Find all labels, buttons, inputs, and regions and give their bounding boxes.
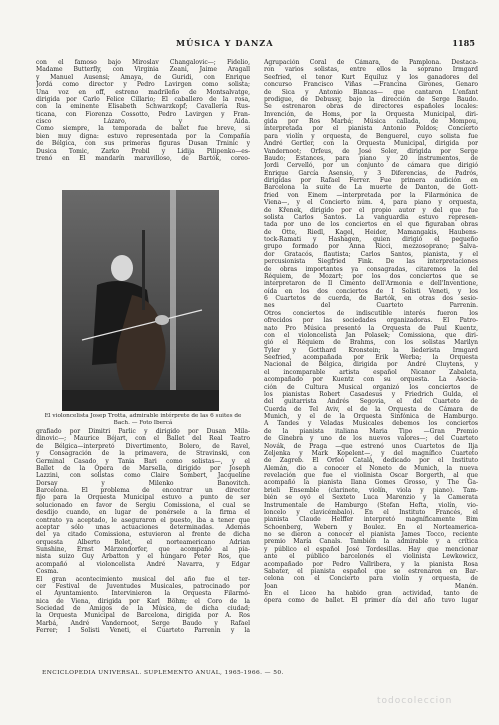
text-line: ticana, con Fiorenza Cossotto, Pedro Lavirgen y Fran-: [36, 110, 250, 118]
text-line: Ballet de la Ópera de Marsella, dirigido por Joseph: [36, 464, 250, 472]
text-line: ción de Cultura Musical organizó los conciertos de: [264, 383, 478, 391]
text-line: ante el público barcelonés el violinista Lewkowicz,: [264, 553, 478, 561]
text-line: Otros conciertos de indiscutible interés fueron los: [264, 309, 478, 317]
text-line: el incomparable artista español Nicanor Zabaleta,: [264, 368, 478, 376]
text-line: ofrecidos por las sociedades organizadoras. El Patro-: [264, 317, 478, 325]
text-line: de Ginebra y uno de los nuevos valores—; del Cuarteto: [264, 435, 478, 443]
text-line: de la pianista italiana Maria Tipo —Gran Premio: [264, 427, 478, 435]
text-line: Sunshine, Ernst Märzendorfer, que acompañó al pia-: [36, 546, 250, 553]
text-line: solista Carlos Santos. La vanguardia estuvo represen-: [264, 213, 478, 221]
text-line: de Zagreb. El Orfeó Català, dedicado por el Instituto: [264, 457, 478, 465]
text-line: dirigida por Carlo Felice Cillario; El caballero de la rosa,: [36, 95, 250, 103]
text-line: Tyler y Gotthard Kronstein; la liederista Irmgard: [264, 346, 478, 354]
text-line: ron varios solistas, entre ellos la soprano Irmgard: [264, 66, 478, 74]
text-line: 6 Cuartetos de cuerda, de Bartók, en otras dos sesio-: [264, 295, 478, 302]
text-line: dirigidas por Rafael Ferrer. Fue primera audición en: [264, 177, 478, 184]
text-line: Schoenberg, Webern y Boulez. En el Norteamerica-: [264, 523, 478, 531]
text-line: el Ayuntamiento. Intervinieron la Orquesta Filarmó-: [36, 590, 250, 598]
text-line: fijo para la Orquesta Municipal estuvo a punto de ser: [36, 494, 250, 502]
text-line: de Křenek, dirigido por el propio autor y del que fue: [264, 206, 478, 214]
text-line: Baudo; Estances, para piano y 20 instrumentos, de: [264, 154, 478, 162]
text-line: y Manuel Ausensi; Amaya, de Guridi, con Enrique: [36, 73, 250, 81]
right-column: [264, 59, 478, 669]
photo-caption: El violoncelista Josep Trotta, admirable intérprete de las 6 suites de Bach. — Foto Ibercá: [44, 413, 242, 426]
text-line: Barcelona la suite de La muerte de Danton, de Gott-: [264, 184, 478, 192]
text-line: con el violoncelista Jan Polasek; Comissiona, que diri-: [264, 331, 478, 339]
text-line: Dorsay y Milenko Banovitch.: [36, 479, 250, 487]
text-line: Agrupación Coral de Cámara, de Pamplona. Destaca-: [264, 59, 478, 66]
text-line: Enrique García Asensio, y 3 Diferencias, de Padrós,: [264, 169, 478, 177]
text-line: ópera como de ballet. El primer día del año tuvo lugar: [264, 597, 478, 605]
text-line: acompañado por Kuentz con su orquesta. La Asocia-: [264, 376, 478, 384]
text-line: Lazzini, con solistas como Claire Sombert, Jacqueline: [36, 472, 250, 480]
text-line: Se estrenaron obras de directores españoles locales:: [264, 103, 478, 111]
text-line: con la eminente Elisabeth Schwarzkopf; Cavallería Rus-: [36, 103, 250, 111]
text-line: Sociedad de Amigos de la Música, de dicha ciudad;: [36, 605, 250, 612]
text-line: nica de Viena, dirigida por Karl Böhm; el Coro de la: [36, 597, 250, 605]
text-line: de Otte, Riedl, Kagel, Heider, Mamangakis, Haubens-: [264, 228, 478, 236]
text-line: nista suizo Guy Arbatton y el húngaro Peter Ros, que: [36, 553, 250, 561]
text-line: Seefried, el tenor Kurt Equiluz y los ganadores del: [264, 73, 478, 81]
text-line: Dusica Tomic, Zarko Prebil y Lidija Pilipenko—es-: [36, 147, 250, 155]
text-line: trenó en El mandarín maravilloso, de Bartók, coreo-: [36, 154, 250, 162]
text-line: cisco Lázaro, y Aida.: [36, 118, 250, 125]
text-line: Sabater, el pianista español que se estrenaron en Bar-: [264, 567, 478, 575]
cellist-photo: [62, 190, 219, 411]
text-line: acompañado por Pedro Vallribera, y la pianista Rosa: [264, 560, 478, 568]
text-line: Como siempre, la temporada de ballet fue breve, si: [36, 125, 250, 133]
text-line: tock-Ramati y Hashagen, quien dirigió el pequeño: [264, 236, 478, 243]
text-line: Alemán, dio a conocer el Noneto de Munich, la nueva: [264, 464, 478, 472]
text-line: Jordá como director y Pedro Lavirgen como solista;: [36, 81, 250, 89]
text-line: acompañó al violoncelista André Navarra, y Edgar: [36, 560, 250, 568]
page-header: [0, 38, 499, 52]
text-line: tada por uno de los conciertos en el que figuraban obras: [264, 221, 478, 229]
left-column-bottom: [36, 428, 250, 666]
text-line: oída en los dos conciertos de I Solisti Veneti, y los: [264, 287, 478, 295]
text-line: desdijo cuando, en lugar de ponérsele a la firma el: [36, 509, 250, 517]
text-line: celona con el Concierto para violín y orquesta, de: [264, 575, 478, 583]
watermark-logo: todocoleccion: [377, 696, 453, 706]
text-line: Barcelona. El problema de encontrar un director: [36, 487, 250, 494]
text-line: y Consagración de la primavera, de Stravinski, con: [36, 450, 250, 458]
text-line: El gran acontecimiento musical del año fue el ter-: [36, 575, 250, 583]
text-line: prodigue, de Debussy, bajo la dirección de Serge Baudo.: [264, 95, 478, 103]
text-line: nes del Cuarteto Parrenin.: [264, 302, 478, 310]
text-line: Joan Manén.: [264, 582, 478, 590]
page-number: 1185: [452, 38, 475, 48]
text-line: Una voz en off, estreno madrileño de Montsalvatge,: [36, 88, 250, 96]
text-line: Germinal Casado y Tania Bari como solistas—, y el: [36, 457, 250, 465]
text-line: dor Gratacós, flautista; Carlos Santos, pianista, y el: [264, 250, 478, 258]
text-line: Instrumentale de Hamburgo (Stefan Hefta, violín, vio-: [264, 501, 478, 509]
page-footer: ENCICLOPEDIA UNIVERSAL. SUPLEMENTO ANUAL, 1965-1966. — 50.: [42, 670, 284, 676]
text-line: Jordi Cervelló, por un conjunto de cámara que dirigió: [264, 162, 478, 170]
text-line: de Bélgica—interpretó Divertimento, Bolero, de Ravel,: [36, 442, 250, 450]
text-line: pianista Claude Helffer interpretó magníficamente Bim: [264, 516, 478, 524]
text-line: y público el español José Tordesillas. Hay que mencionar: [264, 545, 478, 553]
left-column-top: [36, 59, 250, 185]
text-line: Viena—, y el Concierto núm. 4, para piano y orquesta,: [264, 199, 478, 207]
section-title: MÚSICA Y DANZA: [176, 38, 274, 48]
text-line: Seefried, acompañada por Erik Werba; la Orquesta: [264, 354, 478, 361]
text-line: con el famoso bajo Miroslav Changalovic—; Fidelio,: [36, 59, 250, 66]
text-line: de Sica y Antonio Blancas— que cantaron L'enfant: [264, 88, 478, 96]
text-line: de Bélgica, con sus primeras figuras Dusan Trninic y: [36, 140, 250, 148]
text-line: interpretaron de Il Cimento dell'Armonia e dell'Inventione,: [264, 280, 478, 288]
text-line: Invención, de Homs, por la Orquesta Municipal, diri-: [264, 110, 478, 118]
text-line: grafiado por Dimitri Parlic y dirigido por Dusan Mila-: [36, 428, 250, 435]
text-line: para violín y orquesta, de Benguerel, cuyo solista fue: [264, 132, 478, 140]
text-line: los pianistas Robert Casadesus y Friedrich Gulda, el: [264, 390, 478, 398]
text-line: Nacional de Bélgica, dirigida por André Cluytens, y: [264, 361, 478, 369]
text-line: loncelo y clavicémbalo). En el Instituto Francés, el: [264, 508, 478, 516]
text-line: Réquiem, de Mozart; por los dos conciertos que se: [264, 272, 478, 280]
text-line: interpretada por el pianista Antonio Poldos; Concierto: [264, 125, 478, 133]
text-line: bién se oyó el Sexteto Luca Marenzio y la Camerata: [264, 494, 478, 502]
text-line: orquesta Alberto Bolet, el norteamericano Adrian: [36, 538, 250, 546]
text-line: bien muy digna: estuvo representada por la Compañía: [36, 132, 250, 140]
text-line: del guitarrista Andrés Segovia, el del Cuarteto de: [264, 398, 478, 406]
text-line: concurso Francisco Viñas —Francina Girones, Genaro: [264, 81, 478, 89]
text-line: brieli Ensemble (clarinete, violín, viola y piano). Tam-: [264, 486, 478, 494]
text-line: gida por Ros Marbá; Música callada, de Mompou,: [264, 118, 478, 125]
text-line: Munich, y el de la Orquesta Sinfónica de Hamburgo.: [264, 413, 478, 420]
text-line: no se dieron a conocer el pianista James Tocco, reciente: [264, 531, 478, 538]
text-line: solucionado en favor de Sergiu Comissiona, el cual se: [36, 501, 250, 509]
text-line: de obras importantes ya consagradas, citaremos la del: [264, 265, 478, 273]
text-line: Cosma.: [36, 568, 59, 576]
text-line: percusionista Siegfried Fink. De las interpretaciones: [264, 258, 478, 266]
text-line: Madame Butterfly, con Virginia Zeani, Jaime Aragall: [36, 66, 250, 74]
text-line: acompañó la pianista Ilana Gomes Grosso, y The Ga-: [264, 479, 478, 487]
text-line: premio María Canals. También la admirable y a crítica: [264, 538, 478, 546]
text-line: Vandernoot; Orfeus, de José Soler, dirigida por Serge: [264, 147, 478, 155]
text-line: del ya citado Comissiona, estuvieron al frente de dicha: [36, 531, 250, 539]
text-line: revelación que fue el violinista Oscar Borgerth, al que: [264, 472, 478, 479]
text-line: A Tandes y Veladas Musicales debemos los conciertos: [264, 420, 478, 428]
text-line: contrato ya aceptado, le aseguraron el puesto, iba a tener que: [36, 516, 250, 524]
cellist-photo-illustration: [62, 190, 219, 411]
text-line: gió el Réquiem de Brahms, con los solistas Marilyn: [264, 339, 478, 347]
text-line: André Gertler, con la Orquesta Municipal, dirigida por: [264, 140, 478, 148]
text-line: Novák, de Praga —que estrenó unos Cuartetos de Ilja: [264, 442, 478, 450]
text-line: En el Liceo ha habido gran actividad, tanto de: [264, 590, 478, 597]
text-line: cer Festival de Juventudes Musicales, patrocinado por: [36, 582, 250, 590]
text-line: la Orquesta Municipal de Barcelona, dirigida por A. Ros: [36, 612, 250, 620]
text-line: dinovic—; Maurice Béjart, con el Ballet del Real Teatro: [36, 435, 250, 443]
text-line: grupo formado por Anna Ricci, mezzosoprano; Salva-: [264, 243, 478, 251]
text-line: Ferrer; I Solisti Veneti, el Cuarteto Parrenin y la: [36, 627, 250, 635]
text-line: Zeljenka y Mark Kopelent—, y del magnífico Cuarteto: [264, 449, 478, 457]
text-line: nato Pro Música presentó la Orquesta de Paul Kuentz,: [264, 324, 478, 332]
text-line: aceptar sólo unas actuaciones determinadas. Además: [36, 523, 250, 531]
text-line: fried von Einem —interpretada por la Filarmónica de: [264, 191, 478, 199]
text-line: Marbá, André Vandernoot, Serge Baudo y Rafael: [36, 619, 250, 627]
text-line: Cuerda de Tel Aviv, el de la Orquesta de Cámara de: [264, 405, 478, 413]
